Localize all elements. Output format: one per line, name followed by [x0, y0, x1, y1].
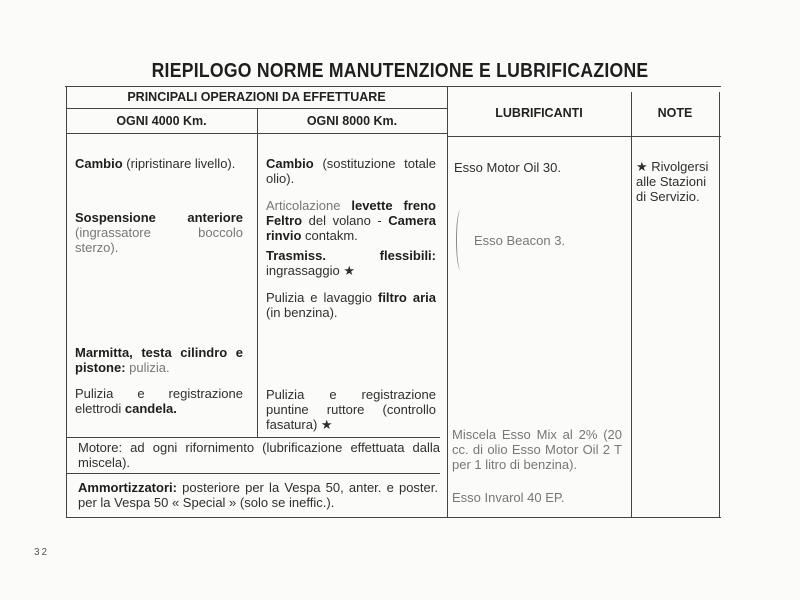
lubricant-mix: Miscela Esso Mix al 2% (20 cc. di olio Esso Motor Oil 2 T per 1 litro di benzina). [452, 427, 622, 472]
lubricant-invarol: Esso Invarol 40 EP. [452, 490, 565, 505]
bold-term: levette freno [351, 198, 436, 213]
column-divider [631, 92, 632, 517]
op-4000-candela [75, 386, 243, 416]
op-8000-trasmissioni [266, 248, 436, 278]
page-number: 32 [34, 547, 50, 558]
op-text: Pulizia e registrazione puntine ruttore (controllo fasatura) ★ [266, 387, 436, 432]
op-4000-cambio [75, 156, 243, 171]
op-text: Pulizia e registrazione elettrodi [75, 386, 243, 416]
motore-row: Motore: ad ogni rifornimento (lubrificazione effettuata dalla miscela). [78, 440, 440, 470]
table-top-border [65, 86, 721, 87]
op-text: ingrassaggio ★ [266, 263, 355, 278]
op-text: posteriore per la Vespa 50, anter. e poster. per la Vespa 50 « Special » (solo se ineffic.). [78, 480, 438, 510]
ammortizzatori-row [78, 480, 438, 510]
bold-term: Trasmiss. flessibili: [266, 248, 436, 263]
op-text: del volano - [302, 213, 389, 228]
op-text: contakm. [301, 228, 358, 243]
bold-term: Cambio [75, 156, 123, 171]
column-divider [447, 86, 448, 517]
op-text: (sostituzione totale olio). [266, 156, 436, 186]
op-8000-puntine [266, 387, 436, 432]
bold-term: Camera rinvio [266, 213, 436, 243]
brace-mark [456, 210, 465, 270]
table-right-border [719, 92, 720, 517]
row-divider [66, 473, 440, 474]
op-text: pulizia. [125, 360, 170, 375]
op-text: Articolazione [266, 198, 352, 213]
row-divider [66, 437, 440, 438]
op-text: (ingrassatore boccolo sterzo). [75, 225, 243, 255]
lubricant-beacon: Esso Beacon 3. [474, 233, 566, 248]
bold-term: Feltro [266, 213, 303, 228]
bold-term: candela. [124, 401, 177, 416]
op-8000-levette [266, 198, 436, 243]
op-4000-marmitta [75, 345, 243, 375]
header-bottom-border-right [447, 136, 721, 137]
op-text: Pulizia e lavaggio [266, 290, 378, 305]
header-lubricants: LUBRIFICANTI [495, 106, 583, 120]
table-bottom-border [66, 517, 721, 518]
op-8000-cambio [266, 156, 436, 186]
op-text: (in benzina). [266, 305, 338, 320]
bold-term: Cambio [266, 156, 314, 171]
op-text: (ripristinare livello). [122, 156, 236, 171]
header-4000km: OGNI 4000 Km. [116, 114, 207, 128]
bold-term: Marmitta, testa cilindro e pistone: [75, 345, 243, 375]
header-notes: NOTE [657, 106, 693, 120]
op-8000-filtro [266, 290, 436, 320]
page-title: RIEPILOGO NORME MANUTENZIONE E LUBRIFICAZIONE [151, 60, 649, 82]
bold-term: filtro aria [377, 290, 437, 305]
bold-term: Ammortizzatori: [78, 480, 177, 495]
header-operations: PRINCIPALI OPERAZIONI DA EFFETTUARE [127, 90, 386, 104]
op-4000-sospensione [75, 210, 243, 255]
bold-term: Sospensione anteriore [75, 210, 243, 225]
notes-text: ★ Rivolgersi alle Stazioni di Servizio. [636, 159, 709, 204]
column-divider [257, 108, 258, 437]
header-8000km: OGNI 8000 Km. [306, 114, 398, 128]
lubricant-motor-oil: Esso Motor Oil 30. [454, 160, 561, 175]
table-left-border [66, 86, 67, 517]
